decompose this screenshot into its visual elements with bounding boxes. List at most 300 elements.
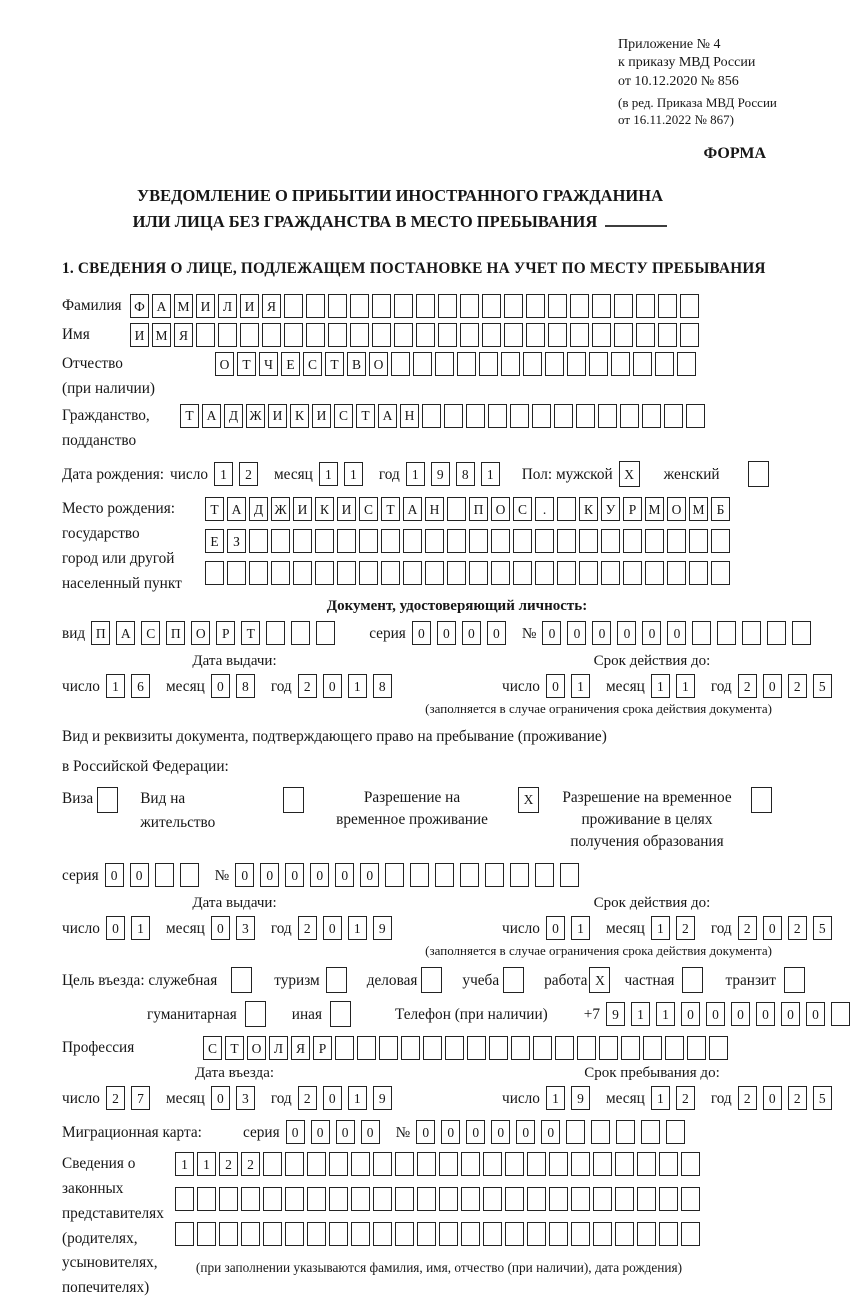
char-cell[interactable]: О [191, 621, 210, 645]
char-cell[interactable] [315, 561, 334, 585]
char-cell[interactable] [526, 294, 545, 318]
char-cell[interactable]: 0 [286, 1120, 305, 1144]
char-cell[interactable] [285, 1152, 304, 1176]
char-cell[interactable] [748, 461, 769, 487]
char-cell[interactable] [535, 863, 554, 887]
char-cell[interactable] [637, 1152, 656, 1176]
char-cell[interactable]: 1 [348, 1086, 367, 1110]
char-cell[interactable] [439, 1187, 458, 1211]
char-cell[interactable] [677, 352, 696, 376]
char-cell[interactable] [196, 323, 215, 347]
char-cell[interactable] [180, 863, 199, 887]
char-cell[interactable] [555, 1036, 574, 1060]
char-cell[interactable] [664, 404, 683, 428]
char-cell[interactable]: К [315, 497, 334, 521]
char-cell[interactable]: П [91, 621, 110, 645]
char-cell[interactable]: Л [269, 1036, 288, 1060]
char-cell[interactable]: И [337, 497, 356, 521]
char-cell[interactable] [566, 1120, 585, 1144]
char-cell[interactable] [549, 1222, 568, 1246]
char-cell[interactable]: 2 [241, 1152, 260, 1176]
char-cell[interactable]: 0 [567, 621, 586, 645]
char-cell[interactable] [391, 352, 410, 376]
char-cell[interactable] [599, 1036, 618, 1060]
char-cell[interactable]: 0 [211, 1086, 230, 1110]
char-cell[interactable] [357, 1036, 376, 1060]
char-cell[interactable] [711, 561, 730, 585]
char-cell[interactable]: 5 [813, 1086, 832, 1110]
char-cell[interactable] [307, 1187, 326, 1211]
char-cell[interactable]: 0 [106, 916, 125, 940]
char-cell[interactable] [421, 967, 442, 993]
char-cell[interactable] [425, 529, 444, 553]
char-cell[interactable] [637, 1187, 656, 1211]
char-cell[interactable] [593, 1187, 612, 1211]
char-cell[interactable]: С [334, 404, 353, 428]
char-cell[interactable]: X [619, 461, 640, 487]
char-cell[interactable]: 2 [788, 916, 807, 940]
citizenship-boxes[interactable] [180, 404, 708, 428]
char-cell[interactable] [505, 1152, 524, 1176]
char-cell[interactable] [767, 621, 786, 645]
char-cell[interactable]: И [312, 404, 331, 428]
char-cell[interactable]: Б [711, 497, 730, 521]
char-cell[interactable]: 0 [360, 863, 379, 887]
char-cell[interactable] [742, 621, 761, 645]
identity-number-boxes[interactable] [542, 621, 817, 645]
char-cell[interactable] [394, 323, 413, 347]
representatives-boxes-row1[interactable] [175, 1152, 703, 1176]
residence-valid-day[interactable] [546, 916, 596, 940]
char-cell[interactable]: К [290, 404, 309, 428]
char-cell[interactable]: Ф [130, 294, 149, 318]
entry-year-boxes[interactable] [298, 1086, 398, 1110]
char-cell[interactable] [549, 1187, 568, 1211]
char-cell[interactable]: 1 [571, 674, 590, 698]
representatives-boxes-row2[interactable] [175, 1187, 703, 1211]
char-cell[interactable] [510, 404, 529, 428]
char-cell[interactable]: 0 [592, 621, 611, 645]
char-cell[interactable]: 1 [656, 1002, 675, 1026]
residence-series-boxes[interactable] [105, 863, 205, 887]
char-cell[interactable] [291, 621, 310, 645]
name-boxes[interactable] [130, 323, 702, 347]
char-cell[interactable]: 0 [706, 1002, 725, 1026]
char-cell[interactable]: Т [356, 404, 375, 428]
gender-male-checkbox[interactable] [619, 461, 640, 487]
char-cell[interactable] [373, 1187, 392, 1211]
char-cell[interactable]: Т [237, 352, 256, 376]
char-cell[interactable] [681, 1222, 700, 1246]
residence-issue-month[interactable] [211, 916, 261, 940]
char-cell[interactable]: 0 [541, 1120, 560, 1144]
char-cell[interactable] [231, 967, 252, 993]
char-cell[interactable]: 1 [175, 1152, 194, 1176]
char-cell[interactable]: Р [623, 497, 642, 521]
char-cell[interactable] [549, 1152, 568, 1176]
char-cell[interactable] [435, 352, 454, 376]
char-cell[interactable] [240, 323, 259, 347]
char-cell[interactable] [315, 529, 334, 553]
char-cell[interactable]: 1 [406, 462, 425, 486]
char-cell[interactable]: О [491, 497, 510, 521]
char-cell[interactable]: И [293, 497, 312, 521]
char-cell[interactable]: А [202, 404, 221, 428]
char-cell[interactable]: 0 [466, 1120, 485, 1144]
char-cell[interactable] [483, 1152, 502, 1176]
char-cell[interactable]: . [535, 497, 554, 521]
char-cell[interactable]: С [359, 497, 378, 521]
migration-number-boxes[interactable] [416, 1120, 691, 1144]
char-cell[interactable] [591, 1120, 610, 1144]
char-cell[interactable]: 0 [731, 1002, 750, 1026]
char-cell[interactable]: Е [205, 529, 224, 553]
char-cell[interactable]: 3 [236, 1086, 255, 1110]
char-cell[interactable]: Н [400, 404, 419, 428]
char-cell[interactable] [410, 863, 429, 887]
char-cell[interactable] [337, 529, 356, 553]
char-cell[interactable] [335, 1036, 354, 1060]
char-cell[interactable] [466, 404, 485, 428]
char-cell[interactable] [681, 1187, 700, 1211]
char-cell[interactable]: З [227, 529, 246, 553]
char-cell[interactable] [535, 561, 554, 585]
char-cell[interactable] [682, 967, 703, 993]
birth-month-boxes[interactable] [319, 462, 369, 486]
char-cell[interactable] [620, 404, 639, 428]
char-cell[interactable] [680, 294, 699, 318]
char-cell[interactable]: 1 [651, 916, 670, 940]
char-cell[interactable] [592, 323, 611, 347]
char-cell[interactable] [155, 863, 174, 887]
char-cell[interactable] [438, 294, 457, 318]
char-cell[interactable] [615, 1222, 634, 1246]
char-cell[interactable]: 0 [806, 1002, 825, 1026]
char-cell[interactable] [784, 967, 805, 993]
identity-kind-boxes[interactable] [91, 621, 341, 645]
char-cell[interactable] [526, 323, 545, 347]
stay-month-boxes[interactable] [651, 1086, 701, 1110]
char-cell[interactable]: 1 [348, 916, 367, 940]
purpose-study-checkbox[interactable] [503, 967, 524, 993]
char-cell[interactable] [329, 1152, 348, 1176]
char-cell[interactable]: 6 [131, 674, 150, 698]
char-cell[interactable]: 2 [788, 674, 807, 698]
residence-valid-year[interactable] [738, 916, 838, 940]
char-cell[interactable] [469, 561, 488, 585]
char-cell[interactable] [403, 561, 422, 585]
char-cell[interactable] [435, 863, 454, 887]
char-cell[interactable]: 9 [373, 916, 392, 940]
char-cell[interactable] [717, 621, 736, 645]
char-cell[interactable]: Д [249, 497, 268, 521]
char-cell[interactable]: 2 [298, 916, 317, 940]
char-cell[interactable]: И [196, 294, 215, 318]
char-cell[interactable] [658, 294, 677, 318]
char-cell[interactable]: 1 [344, 462, 363, 486]
char-cell[interactable] [447, 497, 466, 521]
char-cell[interactable] [394, 294, 413, 318]
char-cell[interactable] [175, 1187, 194, 1211]
patronymic-boxes[interactable] [215, 352, 699, 376]
char-cell[interactable] [491, 529, 510, 553]
char-cell[interactable]: В [347, 352, 366, 376]
char-cell[interactable] [249, 529, 268, 553]
char-cell[interactable]: М [689, 497, 708, 521]
char-cell[interactable] [330, 1001, 351, 1027]
char-cell[interactable] [373, 1152, 392, 1176]
char-cell[interactable]: 9 [431, 462, 450, 486]
char-cell[interactable]: X [518, 787, 539, 813]
char-cell[interactable]: С [141, 621, 160, 645]
birth-place-boxes-row1[interactable] [205, 497, 733, 521]
char-cell[interactable]: 0 [105, 863, 124, 887]
char-cell[interactable]: Д [224, 404, 243, 428]
char-cell[interactable] [666, 1120, 685, 1144]
char-cell[interactable] [659, 1222, 678, 1246]
char-cell[interactable]: 0 [335, 863, 354, 887]
temp-residence-checkbox[interactable] [518, 787, 539, 813]
profession-boxes[interactable] [203, 1036, 731, 1060]
char-cell[interactable] [548, 323, 567, 347]
char-cell[interactable] [413, 352, 432, 376]
char-cell[interactable]: И [240, 294, 259, 318]
char-cell[interactable]: Р [216, 621, 235, 645]
birth-place-boxes-row3[interactable] [205, 561, 733, 585]
char-cell[interactable]: 0 [361, 1120, 380, 1144]
char-cell[interactable] [249, 561, 268, 585]
char-cell[interactable] [197, 1187, 216, 1211]
char-cell[interactable]: С [203, 1036, 222, 1060]
char-cell[interactable] [532, 404, 551, 428]
char-cell[interactable] [504, 294, 523, 318]
char-cell[interactable] [665, 1036, 684, 1060]
char-cell[interactable]: 1 [348, 674, 367, 698]
char-cell[interactable] [501, 352, 520, 376]
purpose-humanitarian-checkbox[interactable] [245, 1001, 266, 1027]
char-cell[interactable] [491, 561, 510, 585]
char-cell[interactable] [219, 1222, 238, 1246]
char-cell[interactable]: 0 [491, 1120, 510, 1144]
char-cell[interactable]: 0 [681, 1002, 700, 1026]
char-cell[interactable]: О [215, 352, 234, 376]
char-cell[interactable] [395, 1222, 414, 1246]
char-cell[interactable]: 9 [373, 1086, 392, 1110]
stay-year-boxes[interactable] [738, 1086, 838, 1110]
char-cell[interactable]: 0 [546, 674, 565, 698]
char-cell[interactable] [570, 294, 589, 318]
char-cell[interactable]: И [130, 323, 149, 347]
char-cell[interactable] [642, 404, 661, 428]
char-cell[interactable]: 1 [676, 674, 695, 698]
char-cell[interactable] [447, 529, 466, 553]
char-cell[interactable] [593, 1222, 612, 1246]
char-cell[interactable]: А [152, 294, 171, 318]
char-cell[interactable] [623, 561, 642, 585]
char-cell[interactable]: 1 [651, 1086, 670, 1110]
char-cell[interactable] [445, 1036, 464, 1060]
char-cell[interactable]: Ж [246, 404, 265, 428]
char-cell[interactable] [263, 1187, 282, 1211]
char-cell[interactable] [527, 1152, 546, 1176]
char-cell[interactable]: 1 [571, 916, 590, 940]
char-cell[interactable] [351, 1152, 370, 1176]
char-cell[interactable] [241, 1222, 260, 1246]
identity-valid-day[interactable] [546, 674, 596, 698]
char-cell[interactable] [571, 1152, 590, 1176]
char-cell[interactable]: Л [218, 294, 237, 318]
char-cell[interactable]: Я [262, 294, 281, 318]
char-cell[interactable]: 0 [542, 621, 561, 645]
birth-day-boxes[interactable] [214, 462, 264, 486]
char-cell[interactable] [523, 352, 542, 376]
char-cell[interactable] [266, 621, 285, 645]
residence-issue-year[interactable] [298, 916, 398, 940]
char-cell[interactable] [636, 323, 655, 347]
char-cell[interactable]: М [645, 497, 664, 521]
char-cell[interactable] [423, 1036, 442, 1060]
char-cell[interactable] [425, 561, 444, 585]
char-cell[interactable]: Т [241, 621, 260, 645]
char-cell[interactable]: 0 [763, 916, 782, 940]
char-cell[interactable] [636, 294, 655, 318]
char-cell[interactable] [218, 323, 237, 347]
char-cell[interactable]: О [369, 352, 388, 376]
char-cell[interactable]: 1 [319, 462, 338, 486]
char-cell[interactable]: 2 [738, 674, 757, 698]
char-cell[interactable] [571, 1187, 590, 1211]
char-cell[interactable]: 2 [106, 1086, 125, 1110]
representatives-boxes-row3[interactable] [175, 1222, 703, 1246]
char-cell[interactable] [372, 294, 391, 318]
char-cell[interactable]: 0 [546, 916, 565, 940]
char-cell[interactable]: 0 [441, 1120, 460, 1144]
char-cell[interactable]: 0 [642, 621, 661, 645]
char-cell[interactable] [395, 1152, 414, 1176]
char-cell[interactable] [510, 863, 529, 887]
char-cell[interactable] [197, 1222, 216, 1246]
char-cell[interactable]: 1 [106, 674, 125, 698]
char-cell[interactable] [417, 1222, 436, 1246]
char-cell[interactable] [601, 529, 620, 553]
char-cell[interactable] [505, 1222, 524, 1246]
char-cell[interactable]: 2 [219, 1152, 238, 1176]
char-cell[interactable] [293, 529, 312, 553]
char-cell[interactable] [577, 1036, 596, 1060]
surname-boxes[interactable] [130, 294, 702, 318]
char-cell[interactable] [329, 1187, 348, 1211]
char-cell[interactable] [527, 1187, 546, 1211]
char-cell[interactable]: А [116, 621, 135, 645]
phone-digit-boxes[interactable] [606, 1002, 856, 1026]
char-cell[interactable] [637, 1222, 656, 1246]
char-cell[interactable] [416, 323, 435, 347]
temp-residence-edu-checkbox[interactable] [751, 787, 772, 813]
char-cell[interactable] [485, 863, 504, 887]
char-cell[interactable] [241, 1187, 260, 1211]
char-cell[interactable] [667, 561, 686, 585]
char-cell[interactable] [285, 1187, 304, 1211]
char-cell[interactable] [504, 323, 523, 347]
char-cell[interactable]: 1 [214, 462, 233, 486]
char-cell[interactable] [505, 1187, 524, 1211]
char-cell[interactable] [570, 323, 589, 347]
char-cell[interactable] [284, 323, 303, 347]
char-cell[interactable]: 0 [323, 674, 342, 698]
char-cell[interactable] [593, 1152, 612, 1176]
char-cell[interactable]: 0 [235, 863, 254, 887]
char-cell[interactable]: Ч [259, 352, 278, 376]
char-cell[interactable]: Т [381, 497, 400, 521]
char-cell[interactable]: 1 [131, 916, 150, 940]
purpose-work-checkbox[interactable] [589, 967, 610, 993]
char-cell[interactable]: 0 [617, 621, 636, 645]
char-cell[interactable] [381, 561, 400, 585]
char-cell[interactable] [351, 1187, 370, 1211]
char-cell[interactable]: 0 [437, 621, 456, 645]
identity-valid-month[interactable] [651, 674, 701, 698]
char-cell[interactable] [633, 352, 652, 376]
char-cell[interactable]: П [469, 497, 488, 521]
char-cell[interactable]: У [601, 497, 620, 521]
char-cell[interactable] [439, 1152, 458, 1176]
char-cell[interactable]: 8 [373, 674, 392, 698]
char-cell[interactable]: П [166, 621, 185, 645]
char-cell[interactable]: 1 [651, 674, 670, 698]
char-cell[interactable] [417, 1187, 436, 1211]
char-cell[interactable] [403, 529, 422, 553]
char-cell[interactable]: 0 [211, 674, 230, 698]
char-cell[interactable] [262, 323, 281, 347]
char-cell[interactable]: 0 [260, 863, 279, 887]
char-cell[interactable] [457, 352, 476, 376]
char-cell[interactable]: С [303, 352, 322, 376]
char-cell[interactable] [527, 1222, 546, 1246]
char-cell[interactable] [328, 294, 347, 318]
stay-day-boxes[interactable] [546, 1086, 596, 1110]
char-cell[interactable] [271, 561, 290, 585]
char-cell[interactable] [615, 1187, 634, 1211]
char-cell[interactable] [641, 1120, 660, 1144]
char-cell[interactable] [469, 529, 488, 553]
char-cell[interactable]: 0 [311, 1120, 330, 1144]
char-cell[interactable] [545, 352, 564, 376]
char-cell[interactable] [680, 323, 699, 347]
purpose-transit-checkbox[interactable] [784, 967, 805, 993]
identity-issue-month[interactable] [211, 674, 261, 698]
char-cell[interactable]: 0 [416, 1120, 435, 1144]
birth-year-boxes[interactable] [406, 462, 506, 486]
char-cell[interactable] [479, 352, 498, 376]
char-cell[interactable] [385, 863, 404, 887]
char-cell[interactable] [461, 1187, 480, 1211]
entry-day-boxes[interactable] [106, 1086, 156, 1110]
char-cell[interactable] [460, 323, 479, 347]
char-cell[interactable]: Н [425, 497, 444, 521]
char-cell[interactable] [439, 1222, 458, 1246]
char-cell[interactable]: 0 [462, 621, 481, 645]
char-cell[interactable] [205, 561, 224, 585]
residence-issue-day[interactable] [106, 916, 156, 940]
char-cell[interactable]: 0 [667, 621, 686, 645]
char-cell[interactable] [831, 1002, 850, 1026]
char-cell[interactable] [307, 1222, 326, 1246]
visa-checkbox[interactable] [97, 787, 118, 813]
purpose-private-checkbox[interactable] [682, 967, 703, 993]
char-cell[interactable]: X [589, 967, 610, 993]
char-cell[interactable] [687, 1036, 706, 1060]
char-cell[interactable]: 1 [546, 1086, 565, 1110]
